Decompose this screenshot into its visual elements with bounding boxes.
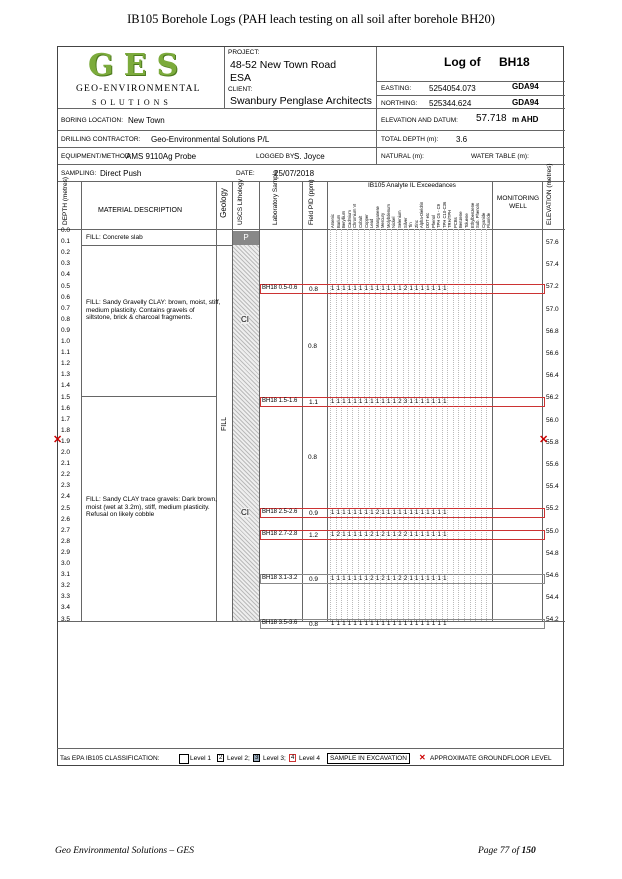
divider bbox=[376, 47, 377, 130]
depth-scale bbox=[59, 227, 81, 623]
col-lab: Laboratory Sample bbox=[272, 170, 279, 225]
sample-levels: 1 1 1 1 1 1 1 1 1 1 1 1 2 3 1 1 1 1 1 1 1 bbox=[331, 399, 447, 405]
equipment-value: AMS 9110Ag Probe bbox=[126, 152, 197, 161]
depth-tick: 3.1 bbox=[61, 571, 71, 579]
legend-box-2: 2 bbox=[219, 755, 223, 761]
depth-tick: 0.1 bbox=[61, 238, 71, 246]
elevation-tick: 57.0 bbox=[546, 305, 559, 313]
depth-tick: 0.0 bbox=[61, 227, 71, 234]
divider bbox=[224, 47, 225, 108]
analyte-header: Tin bbox=[408, 222, 414, 228]
elevation-tick: 55.2 bbox=[546, 505, 559, 513]
depth-tick: 2.2 bbox=[61, 471, 71, 479]
depth-tick: 1.3 bbox=[61, 371, 71, 379]
depth-tick: 1.0 bbox=[61, 338, 71, 345]
divider bbox=[58, 130, 565, 131]
total-depth-label: TOTAL DEPTH (m): bbox=[381, 136, 439, 143]
footer-page-prefix: Page bbox=[478, 846, 498, 856]
northing-value: 525344.624 bbox=[429, 99, 472, 108]
col-pid: Field PID (ppm) bbox=[308, 179, 315, 225]
analyte-header: Cadmium bbox=[346, 210, 352, 228]
elevation-tick: 54.2 bbox=[546, 616, 559, 624]
legend-box-4: 4 bbox=[291, 755, 295, 761]
borehole-log-sheet bbox=[53, 46, 564, 766]
divider bbox=[376, 95, 565, 96]
elevation-value: 57.718 bbox=[476, 113, 507, 124]
analyte-header: Selenium bbox=[397, 210, 403, 228]
water-table-label: WATER TABLE (m): bbox=[471, 153, 529, 160]
elevation-tick: 57.6 bbox=[546, 239, 559, 246]
layer-boundary bbox=[81, 396, 216, 397]
layer-desc-1: FILL: Concrete slab bbox=[86, 234, 143, 241]
northing-datum: GDA94 bbox=[512, 98, 539, 107]
project-label: PROJECT: bbox=[228, 49, 260, 56]
uscs-p: P bbox=[233, 231, 259, 245]
uscs-ci-1: CI bbox=[241, 315, 249, 324]
sample-row bbox=[260, 508, 545, 518]
sample-pid: 0.9 bbox=[309, 576, 319, 583]
analyte-header: Phenol bbox=[430, 214, 436, 228]
depth-tick: 2.6 bbox=[61, 515, 71, 523]
depth-tick: 0.9 bbox=[61, 326, 71, 334]
legend-x-icon: ✕ bbox=[419, 753, 426, 762]
divider bbox=[58, 147, 565, 148]
date-value: 25/07/2018 bbox=[274, 169, 315, 178]
elevation-tick: 55.8 bbox=[546, 438, 559, 446]
depth-tick: 1.8 bbox=[61, 426, 71, 434]
sample-pid: 0.9 bbox=[309, 510, 319, 517]
sample-pid: 0.8 bbox=[308, 454, 318, 461]
sample-pid: 0.8 bbox=[309, 286, 319, 293]
analyte-header: Chromium VI bbox=[352, 203, 358, 228]
footer-of: of bbox=[511, 846, 520, 856]
sample-row bbox=[260, 397, 545, 407]
contractor-value: Geo-Environmental Solutions P/L bbox=[151, 135, 270, 144]
elevation-tick: 55.4 bbox=[546, 483, 559, 491]
layer-desc-3: FILL: Sandy CLAY trace gravels: Dark brown, moist (wet at 3.2m), stiff, medium plasticity. Refusal on likely cobble bbox=[86, 496, 217, 518]
classification-legend bbox=[57, 748, 564, 766]
depth-tick: 1.6 bbox=[61, 404, 71, 412]
borehole-id: BH18 bbox=[499, 55, 530, 69]
depth-tick: 2.8 bbox=[61, 537, 71, 545]
divider bbox=[81, 181, 82, 621]
sample-pid: 1.1 bbox=[309, 399, 319, 406]
analyte-header: Arsenic bbox=[330, 214, 335, 228]
analyte-header: Manganese bbox=[374, 206, 380, 228]
sample-row bbox=[260, 619, 545, 629]
depth-tick: 0.6 bbox=[61, 293, 71, 301]
depth-tick: 0.2 bbox=[61, 249, 71, 257]
legend-level3: Level 3; bbox=[263, 755, 286, 762]
sample-name: BH18 0.5-0.6 bbox=[262, 285, 298, 291]
depth-tick: 2.5 bbox=[61, 504, 71, 512]
col-uscs: USCS Lithology bbox=[237, 179, 244, 225]
elevation-tick: 55.6 bbox=[546, 461, 559, 468]
footer-page-num: 77 bbox=[499, 846, 510, 856]
easting-label: EASTING: bbox=[381, 85, 412, 92]
contractor-label: DRILLING CONTRACTOR: bbox=[61, 136, 141, 143]
depth-tick: 1.1 bbox=[61, 349, 71, 357]
sample-levels: 1 1 1 1 1 1 1 1 1 1 1 1 1 1 1 1 1 1 1 1 1 bbox=[331, 621, 447, 627]
legend-level4: Level 4 bbox=[299, 755, 320, 762]
sampling-label: SAMPLING: bbox=[61, 170, 97, 177]
depth-tick: 2.9 bbox=[61, 548, 71, 556]
analyte-header: Lead bbox=[369, 218, 375, 228]
analyte-header: Zinc bbox=[413, 220, 419, 228]
uscs-hatch bbox=[233, 245, 259, 621]
client-label: CLIENT: bbox=[228, 86, 253, 93]
depth-tick: 0.5 bbox=[61, 282, 71, 290]
analyte-header: Benzene bbox=[458, 211, 464, 228]
analyte-header: Fluoride bbox=[486, 212, 492, 228]
elevation-tick: 54.4 bbox=[546, 594, 559, 602]
elevation-tick: 56.6 bbox=[546, 350, 559, 357]
depth-tick: 1.7 bbox=[61, 415, 71, 423]
elevation-tick: 56.8 bbox=[546, 327, 559, 335]
legend-prefix: Tas EPA IB105 CLASSIFICATION: bbox=[60, 755, 160, 762]
elevation-tick: 56.0 bbox=[546, 416, 559, 424]
uscs-ci-2: CI bbox=[241, 508, 249, 517]
analyte-header: TPH C10-C36 bbox=[441, 201, 447, 228]
logo-line2: S O L U T I O N S bbox=[92, 98, 169, 107]
sample-row bbox=[260, 530, 545, 540]
analyte-header: Barium bbox=[335, 214, 341, 228]
easting-datum: GDA94 bbox=[512, 82, 539, 91]
elevation-tick: 57.4 bbox=[546, 261, 559, 269]
analyte-header: Mercury bbox=[380, 212, 386, 228]
legend-level1: Level 1 bbox=[190, 755, 211, 762]
date-label: DATE: bbox=[236, 170, 255, 177]
depth-tick: 2.4 bbox=[61, 493, 71, 501]
analyte-header: Silver bbox=[402, 217, 408, 228]
analyte-header: PCBs bbox=[452, 217, 458, 228]
depth-tick: 0.8 bbox=[61, 315, 71, 323]
depth-tick: 3.2 bbox=[61, 582, 71, 590]
sample-name: BH18 2.5-2.6 bbox=[262, 509, 298, 515]
depth-tick: 0.3 bbox=[61, 260, 71, 268]
analyte-header: Beryllium bbox=[341, 210, 347, 228]
analyte-header: Ethylbenzene bbox=[469, 202, 475, 228]
natural-label: NATURAL (m): bbox=[381, 153, 424, 160]
analyte-header: Cyanide bbox=[480, 212, 486, 228]
elevation-tick: 55.0 bbox=[546, 527, 559, 535]
groundfloor-marker-left: ✕ bbox=[53, 434, 63, 446]
divider bbox=[58, 164, 565, 165]
elevation-tick: 57.2 bbox=[546, 283, 559, 291]
analyte-header: Toluene bbox=[464, 213, 470, 228]
elevation-scale bbox=[543, 231, 565, 624]
total-depth-value: 3.6 bbox=[456, 135, 468, 144]
analyte-header: Nickel bbox=[391, 216, 397, 228]
document-title: IB105 Borehole Logs (PAH leach testing on all soil after borehole BH20) bbox=[127, 12, 495, 26]
footer-company: Geo Environmental Solutions – GES bbox=[55, 846, 194, 856]
col-analyte-title: IB105 Analyte IL Exceedances bbox=[368, 182, 456, 189]
sample-pid: 0.8 bbox=[309, 621, 319, 628]
divider bbox=[216, 181, 217, 621]
legend-box-3: 3 bbox=[255, 755, 259, 761]
legend-level2: Level 2; bbox=[227, 755, 250, 762]
analyte-header: Cobalt bbox=[357, 215, 363, 228]
analyte-header: Copper bbox=[363, 214, 369, 228]
depth-tick: 3.5 bbox=[61, 615, 71, 623]
col-well: MONITORING WELL bbox=[496, 195, 540, 210]
sample-pid: 0.8 bbox=[308, 343, 318, 350]
sample-pid: 1.2 bbox=[309, 532, 319, 539]
geology-fill: FILL bbox=[221, 417, 228, 432]
elevation-unit: m AHD bbox=[512, 115, 539, 124]
depth-tick: 0.4 bbox=[61, 271, 71, 279]
ges-logo bbox=[88, 48, 198, 83]
divider bbox=[57, 748, 564, 749]
sample-name: BH18 1.5-1.6 bbox=[262, 398, 298, 404]
legend-box-1 bbox=[179, 754, 189, 764]
analyte-header: Sub. Phenols bbox=[475, 203, 481, 228]
depth-tick: 1.4 bbox=[61, 382, 71, 390]
legend-groundfloor: APPROXIMATE GROUNDFLOOR LEVEL bbox=[430, 755, 552, 762]
logged-label: LOGGED BY: bbox=[256, 153, 296, 160]
sample-levels: 1 1 1 1 1 1 1 2 1 2 1 1 2 2 1 1 1 1 1 1 1 bbox=[331, 576, 447, 582]
divider bbox=[58, 108, 565, 109]
analyte-header: TPH C6 - C9 bbox=[436, 204, 442, 228]
elevation-label: ELEVATION AND DATUM: bbox=[381, 117, 458, 124]
depth-tick: 1.9 bbox=[61, 437, 71, 445]
location-value: New Town bbox=[128, 116, 165, 125]
col-elevation: ELEVATION (metres) bbox=[546, 163, 553, 225]
analyte-headers bbox=[330, 191, 492, 229]
depth-tick: 2.3 bbox=[61, 482, 71, 490]
analyte-header: DDT etc bbox=[424, 212, 430, 228]
location-label: BORING LOCATION: bbox=[61, 117, 123, 124]
depth-tick: 2.1 bbox=[61, 460, 71, 468]
elevation-tick: 54.6 bbox=[546, 572, 559, 579]
depth-tick: 1.5 bbox=[61, 393, 71, 401]
depth-tick: 1.2 bbox=[61, 360, 71, 368]
elevation-tick: 56.2 bbox=[546, 394, 559, 402]
legend-excavation: SAMPLE IN EXCAVATION bbox=[327, 753, 410, 764]
depth-tick: 3.0 bbox=[61, 560, 71, 567]
equipment-label: EQUIPMENT/METHOD: bbox=[61, 153, 132, 160]
sample-levels: 1 1 1 1 1 1 1 1 2 1 1 1 1 1 1 1 1 1 1 1 1 bbox=[331, 510, 447, 516]
layer-desc-2: FILL: Sandy Gravelly CLAY: brown, moist, stiff, medium plasticity. Contains gravels of siltstone, brick & charcoal fragments. bbox=[86, 299, 221, 321]
depth-tick: 2.0 bbox=[61, 449, 71, 456]
analyte-header: TRH/TPH bbox=[447, 209, 453, 228]
depth-tick: 3.4 bbox=[61, 604, 71, 612]
analyte-header: Alpha-Dieldrin bbox=[419, 201, 425, 228]
depth-tick: 3.3 bbox=[61, 593, 71, 601]
depth-tick: 2.7 bbox=[61, 526, 71, 534]
logo-letters: GES bbox=[88, 48, 189, 83]
client-name: Swanbury Penglase Architects bbox=[230, 95, 372, 107]
log-of-label: Log of bbox=[444, 55, 481, 69]
elevation-tick: 56.4 bbox=[546, 372, 559, 380]
logged-value: S. Joyce bbox=[294, 152, 325, 161]
sample-name: BH18 3.1-3.2 bbox=[262, 575, 298, 581]
project-name: 48-52 New Town Road bbox=[230, 59, 337, 71]
depth-tick: 0.7 bbox=[61, 304, 71, 312]
sample-row bbox=[260, 574, 545, 584]
easting-value: 5254054.073 bbox=[429, 84, 476, 93]
sample-name: BH18 3.5-3.6 bbox=[262, 620, 298, 626]
footer-page bbox=[478, 846, 536, 856]
footer-page-total: 150 bbox=[521, 846, 536, 856]
sample-row bbox=[260, 284, 545, 294]
col-geology: Geology bbox=[219, 188, 228, 218]
northing-label: NORTHING: bbox=[381, 100, 418, 107]
divider bbox=[376, 130, 377, 164]
groundfloor-marker-right: ✕ bbox=[539, 434, 549, 446]
sampling-value: Direct Push bbox=[100, 169, 142, 178]
project-name-2: ESA bbox=[230, 72, 252, 84]
col-material: MATERIAL DESCRIPTION bbox=[98, 207, 183, 214]
sample-name: BH18 2.7-2.8 bbox=[262, 531, 298, 537]
sample-levels: 1 2 1 1 1 1 1 2 1 2 1 1 2 2 1 1 1 1 1 1 1 bbox=[331, 532, 447, 538]
sample-levels: 1 1 1 1 1 1 1 1 1 1 1 1 1 2 1 1 1 1 1 1 1 bbox=[331, 286, 447, 292]
elevation-tick: 54.8 bbox=[546, 549, 559, 557]
col-depth: DEPTH (metres) bbox=[62, 176, 69, 225]
logo-line1: GEO-ENVIRONMENTAL bbox=[76, 84, 201, 94]
analyte-header: Molybdenum bbox=[385, 204, 391, 228]
